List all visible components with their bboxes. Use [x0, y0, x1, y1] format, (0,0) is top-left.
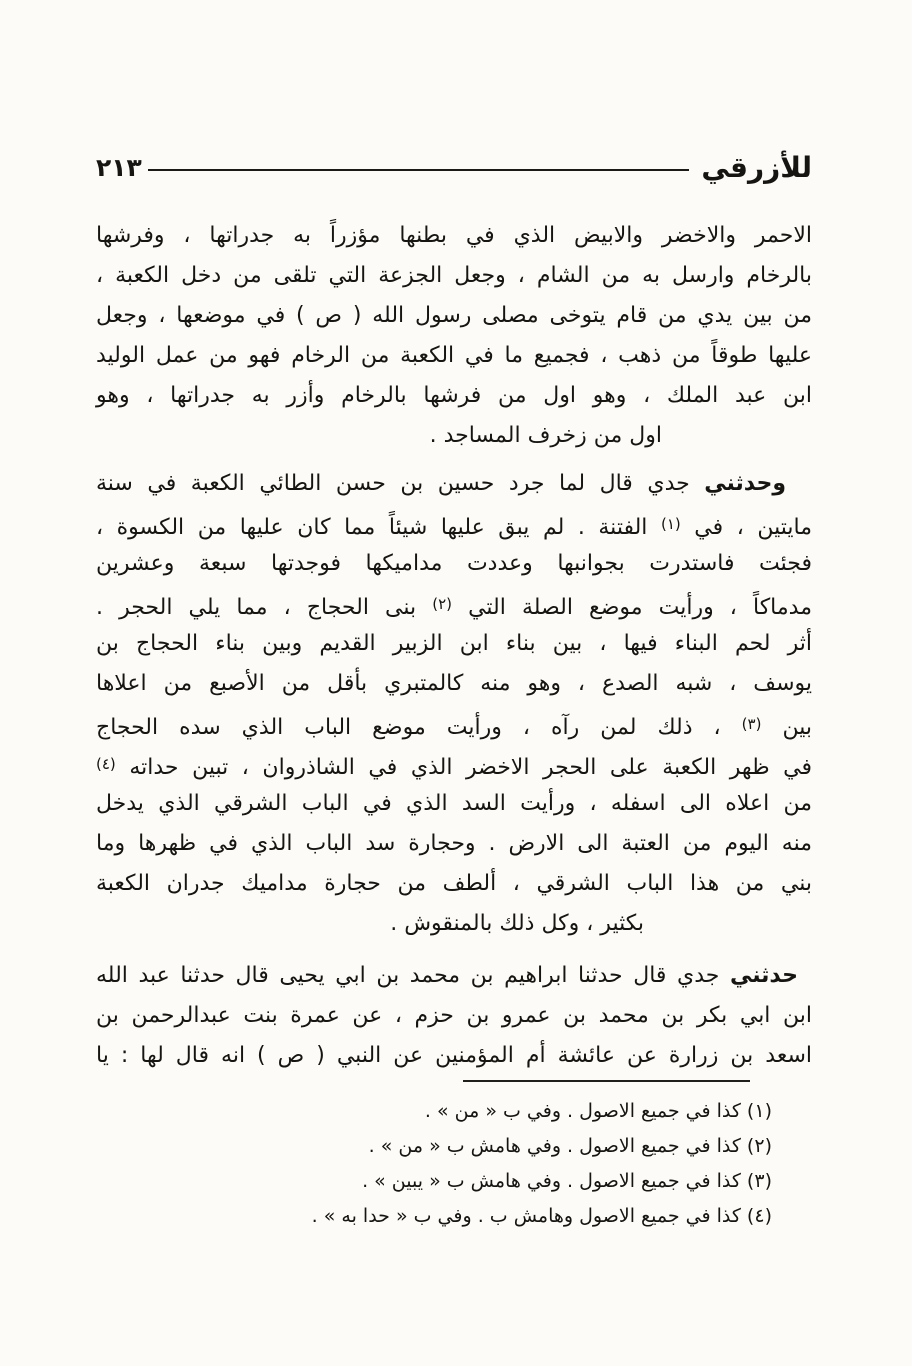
- text-line: من بين يدي من قام يتوخى مصلى رسول الله ( ص ) في موضعها ، وجعل: [96, 303, 812, 328]
- text-line-rest: جدي قال لما جرد حسين بن حسن الطائي الكعبة في سنة: [96, 471, 690, 496]
- text-line-paragraph-end: اول من زخرف المساجد .: [429, 423, 662, 448]
- page-content: [96, 148, 812, 1234]
- text-line: ابن عبد الملك ، وهو اول من فرشها بالرخام وأزر به جدراتها ، وهو: [96, 383, 812, 408]
- text-line: من اعلاه الى اسفله ، ورأيت السد الذي في الباب الشرقي الذي يدخل: [96, 791, 812, 816]
- paragraph-2: [96, 464, 812, 944]
- footnote-ref: (٢): [432, 595, 452, 613]
- text-line: فجئت فاستدرت بجوانبها وعددت مداميكها فوجدتها سبعة وعشرين: [96, 551, 812, 576]
- text-line: يوسف ، شبه الصدع ، وهو منه كالمتبري بأقل من الأصبع من اعلاها: [96, 671, 812, 696]
- text-line: مايتين ، في $^{(١)}$ الفتنة . لم يبق عليها شيئاً مما كان عليها من الكسوة ،: [96, 515, 812, 540]
- text-line: بني من هذا الباب الشرقي ، ألطف من حجارة مداميك جدران الكعبة: [96, 871, 812, 896]
- header-rule: [148, 169, 690, 171]
- body-text: [96, 216, 812, 1076]
- footnote-ref: (٣): [741, 715, 762, 733]
- paragraph-3: [96, 956, 812, 1076]
- footnote-ref: (١): [660, 515, 681, 533]
- text-line: عليها طوقاً من ذهب ، فجميع ما في الكعبة من الرخام فهو من عمل الوليد: [96, 343, 812, 368]
- text-line: بين $^{(٣)}$ ، ذلك لمن رآه ، ورأيت موضع الباب الذي سده الحجاج: [96, 715, 812, 740]
- text-line: منه اليوم من العتبة الى الارض . وحجارة سد الباب الذي في ظهرها وما: [96, 831, 812, 856]
- running-header: [96, 148, 812, 186]
- footnote: (٣) كذا في جميع الاصول . وفي هامش ب « يبين » .: [362, 1170, 772, 1192]
- text-line: مدماكاً ، ورأيت موضع الصلة التي $^{(٢)}$ بنى الحجاج ، مما يلي الحجر .: [96, 595, 812, 620]
- footnote: (٢) كذا في جميع الاصول . وفي هامش ب « من » .: [368, 1135, 772, 1157]
- footnote: (١) كذا في جميع الاصول . وفي ب « من » .: [424, 1100, 772, 1122]
- text-line: اسعد بن زرارة عن عائشة أم المؤمنين عن النبي ( ص ) انه قال لها : يا: [96, 1043, 812, 1068]
- footnote: (٤) كذا في جميع الاصول وهامش ب . وفي ب « حدا به » .: [311, 1205, 772, 1227]
- text-line-first: [96, 956, 812, 996]
- text-line: في ظهر الكعبة على الحجر الاخضر الذي في الشاذروان ، تبين حداته $^{(٤)}$: [96, 755, 812, 780]
- footnote-separator-rule: [463, 1080, 750, 1082]
- running-title: للأزرقي: [701, 150, 812, 184]
- text-line: بالرخام وارسل به من الشام ، وجعل الجزعة التي تلقى من دخل الكعبة ،: [96, 263, 812, 288]
- text-line: أثر لحم البناء فيها ، بين بناء ابن الزبير القديم وبين بناء الحجاج بن: [96, 631, 812, 656]
- text-line-rest: جدي قال حدثنا ابراهيم بن محمد بن ابي يحيى قال حدثنا عبد الله: [96, 963, 720, 988]
- paragraph-1: [96, 216, 812, 456]
- text-line: ابن ابي بكر بن محمد بن عمرو بن حزم ، عن عمرة بنت عبدالرحمن بن: [96, 1003, 812, 1028]
- footnote-ref: (٤): [96, 755, 116, 773]
- narration-lead-word: حدثني: [729, 963, 798, 988]
- text-line-first: [96, 464, 812, 504]
- narration-lead-word: وحدثني: [704, 471, 786, 496]
- text-line-paragraph-end: بكثير ، وكل ذلك بالمنقوش .: [390, 911, 644, 936]
- text-line: الاحمر والاخضر والابيض الذي في بطنها مؤزراً به جدراتها ، وفرشها: [96, 223, 812, 248]
- page-number: ٢١٣: [96, 152, 142, 182]
- footnotes-section: [96, 1080, 812, 1234]
